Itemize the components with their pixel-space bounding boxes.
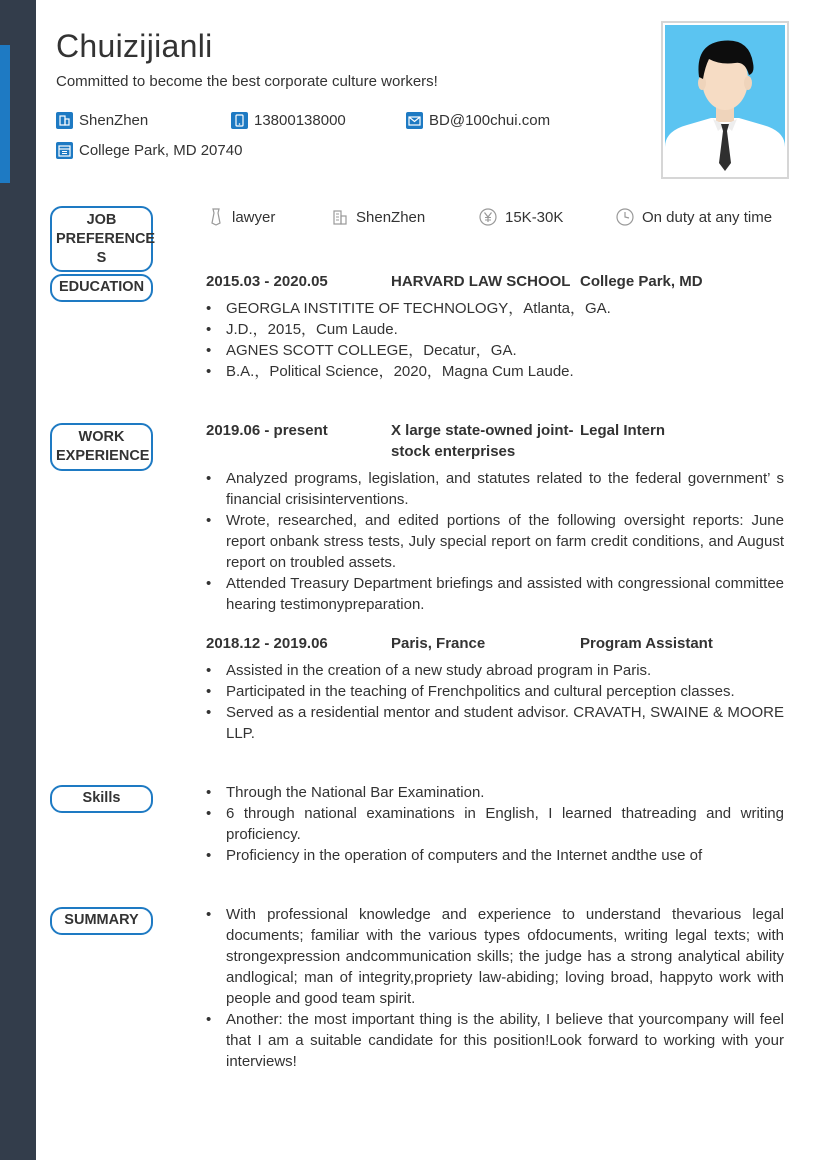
list-item: • Assisted in the creation of a new study abroad program in Paris. <box>206 660 784 681</box>
skills-list <box>206 782 784 866</box>
candidate-name: Chuizijianli <box>56 28 213 64</box>
job2-date: 2018.12 - 2019.06 <box>206 635 328 652</box>
pref-city-text: ShenZhen <box>356 208 426 226</box>
contact-phone <box>231 112 346 129</box>
list-item: • Analyzed programs, legislation, and statutes related to the federal government’ s financial crisisinterventions. <box>206 468 784 510</box>
education-date: 2015.03 - 2020.05 <box>206 273 328 290</box>
contact-location <box>56 112 148 129</box>
sidebar-accent <box>0 45 10 183</box>
education-list <box>206 298 784 382</box>
phone-icon <box>231 112 248 129</box>
job1-organization: X large state-owned joint-stock enterprises <box>391 422 574 460</box>
list-item: • Through the National Bar Examination. <box>206 782 784 803</box>
yen-icon <box>479 208 497 226</box>
mail-icon <box>406 112 423 129</box>
list-item: • Another: the most important thing is the ability, I believe that yourcompany will feel that I am a suitable candidate for this position!Look forward to working with your interviews! <box>206 1009 784 1072</box>
pref-availability <box>616 208 772 226</box>
list-item: • With professional knowledge and experience to understand thevarious legal documents; familiar with the various types ofdocuments, writing legal texts; with strongexpression andcommunication skills; the judge has a strong analytical ability andlogical; man of integrity,propriety law-abiding; loving broad, happyto work with people and good team spirit. <box>206 904 784 1009</box>
list-item: • Attended Treasury Department briefings and assisted with congressional committee hearing testimonypreparation. <box>206 573 784 615</box>
list-item: • J.D.，2015，Cum Laude. <box>206 319 784 340</box>
education-school: HARVARD LAW SCHOOL <box>391 273 571 290</box>
pref-availability-text: On duty at any time <box>642 208 773 226</box>
candidate-tagline: Committed to become the best corporate culture workers! <box>56 73 438 90</box>
contact-location-text: ShenZhen <box>79 112 149 129</box>
pref-salary <box>479 208 563 226</box>
job2-organization: Paris, France <box>391 635 486 652</box>
job1-list <box>206 468 784 615</box>
pref-job <box>208 208 275 226</box>
list-item: • B.A.，Political Science，2020，Magna Cum Laude. <box>206 361 784 382</box>
list-item: • Participated in the teaching of Frenchpolitics and cultural perception classes. <box>206 681 784 702</box>
pref-job-text: lawyer <box>232 208 276 226</box>
calendar-icon <box>56 142 73 159</box>
pref-salary-text: 15K-30K <box>505 208 564 226</box>
list-item: • Proficiency in the operation of computers and the Internet andthe use of <box>206 845 784 866</box>
pref-city <box>332 208 425 226</box>
list-item: • GEORGLA INSTITITE OF TECHNOLOGY，Atlanta，GA. <box>206 298 784 319</box>
city-icon <box>332 208 348 226</box>
contact-email-text: BD@100chui.com <box>429 112 551 129</box>
label-summary: SUMMARY <box>50 907 153 935</box>
label-education: EDUCATION <box>50 274 153 302</box>
label-skills: Skills <box>50 785 153 813</box>
avatar <box>665 25 785 175</box>
job1-date: 2019.06 - present <box>206 422 328 439</box>
building-icon <box>56 112 73 129</box>
label-work-experience: WORK EXPERIENCE <box>50 423 153 471</box>
list-item: • Wrote, researched, and edited portions of the following oversight reports: June report onbank stress tests, July special report on farm credit conditions, and August report on troubled assets. <box>206 510 784 573</box>
job2-list <box>206 660 784 744</box>
label-job-preferences: JOB PREFERENCE S <box>50 206 153 272</box>
job1-role: Legal Intern <box>580 422 666 439</box>
contact-address <box>56 142 242 159</box>
list-item: • 6 through national examinations in English, I learned thatreading and writing proficiency. <box>206 803 784 845</box>
profile-photo <box>661 21 789 179</box>
list-item: • AGNES SCOTT COLLEGE，Decatur，GA. <box>206 340 784 361</box>
job2-role: Program Assistant <box>580 635 713 652</box>
contact-address-text: College Park, MD 20740 <box>79 142 243 159</box>
contact-phone-text: 13800138000 <box>254 112 346 129</box>
clock-icon <box>616 208 634 226</box>
contact-email <box>406 112 550 129</box>
tie-icon <box>208 208 224 226</box>
summary-list <box>206 904 784 1072</box>
education-location: College Park, MD <box>580 273 703 290</box>
list-item: • Served as a residential mentor and student advisor. CRAVATH, SWAINE & MOORE LLP. <box>206 702 784 744</box>
